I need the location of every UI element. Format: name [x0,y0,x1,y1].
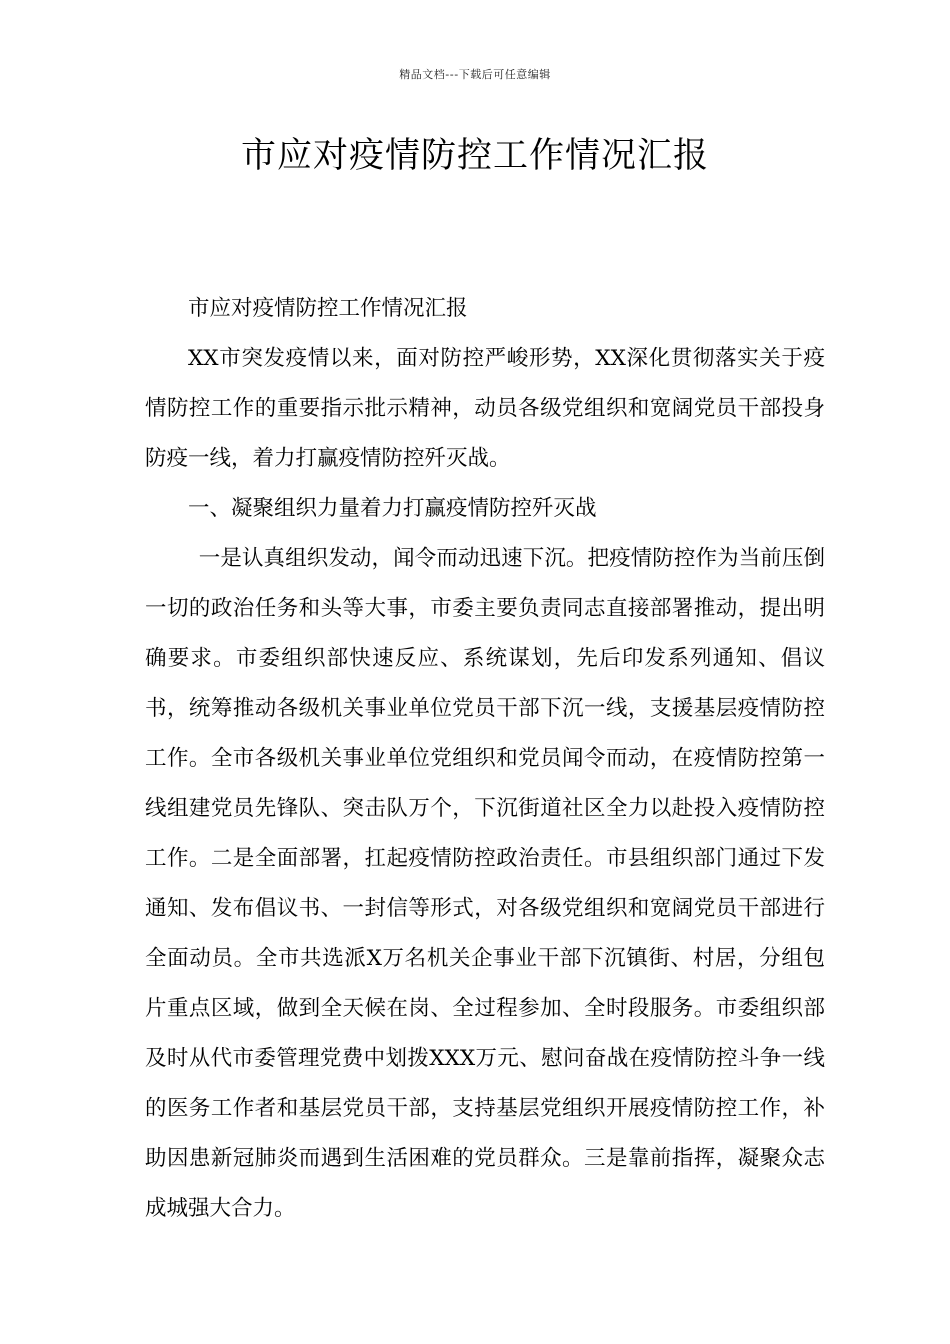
paragraph-section-1: 一是认真组织发动，闻令而动迅速下沉。把疫情防控作为当前压倒一切的政治任务和头等大事，市委主要负责同志直接部署推动，提出明确要求。市委组织部快速反应、系统谋划，先后印发系列通知、倡议书，统筹推动各级机关事业单位党员干部下沉一线，支援基层疫情防控工作。全市各级机关事业单位党组织和党员闻令而动，在疫情防控第一线组建党员先锋队、突击队万个，下沉街道社区全力以赴投入疫情防控工作。二是全面部署，扛起疫情防控政治责任。市县组织部门通过下发通知、发布倡议书、一封信等形式，对各级党组织和宽阔党员干部进行全面动员。全市共选派X万名机关企事业干部下沉镇街、村居，分组包片重点区域，做到全天候在岗、全过程参加、全时段服务。市委组织部及时从代市委管理党费中划拨XXX万元、慰问奋战在疫情防控斗争一线的医务工作者和基层党员干部，支持基层党组织开展疫情防控工作，补助因患新冠肺炎而遇到生活困难的党员群众。三是靠前指挥，凝聚众志成城强大合力。 [145,546,825,1221]
paragraph-subtitle: 市应对疫情防控工作情况汇报 [188,296,468,321]
paragraph-intro: XX市突发疫情以来，面对防控严峻形势，XX深化贯彻落实关于疫情防控工作的重要指示批示精神，动员各级党组织和宽阔党员干部投身防疫一线，着力打赢疫情防控歼灭战。 [145,346,825,471]
document-title: 市应对疫情防控工作情况汇报 [240,136,709,176]
document-body [145,284,825,1234]
section-heading: 一、凝聚组织力量着力打赢疫情防控歼灭战 [188,496,597,521]
header-note: 精品文档---下载后可任意编辑 [399,68,551,81]
